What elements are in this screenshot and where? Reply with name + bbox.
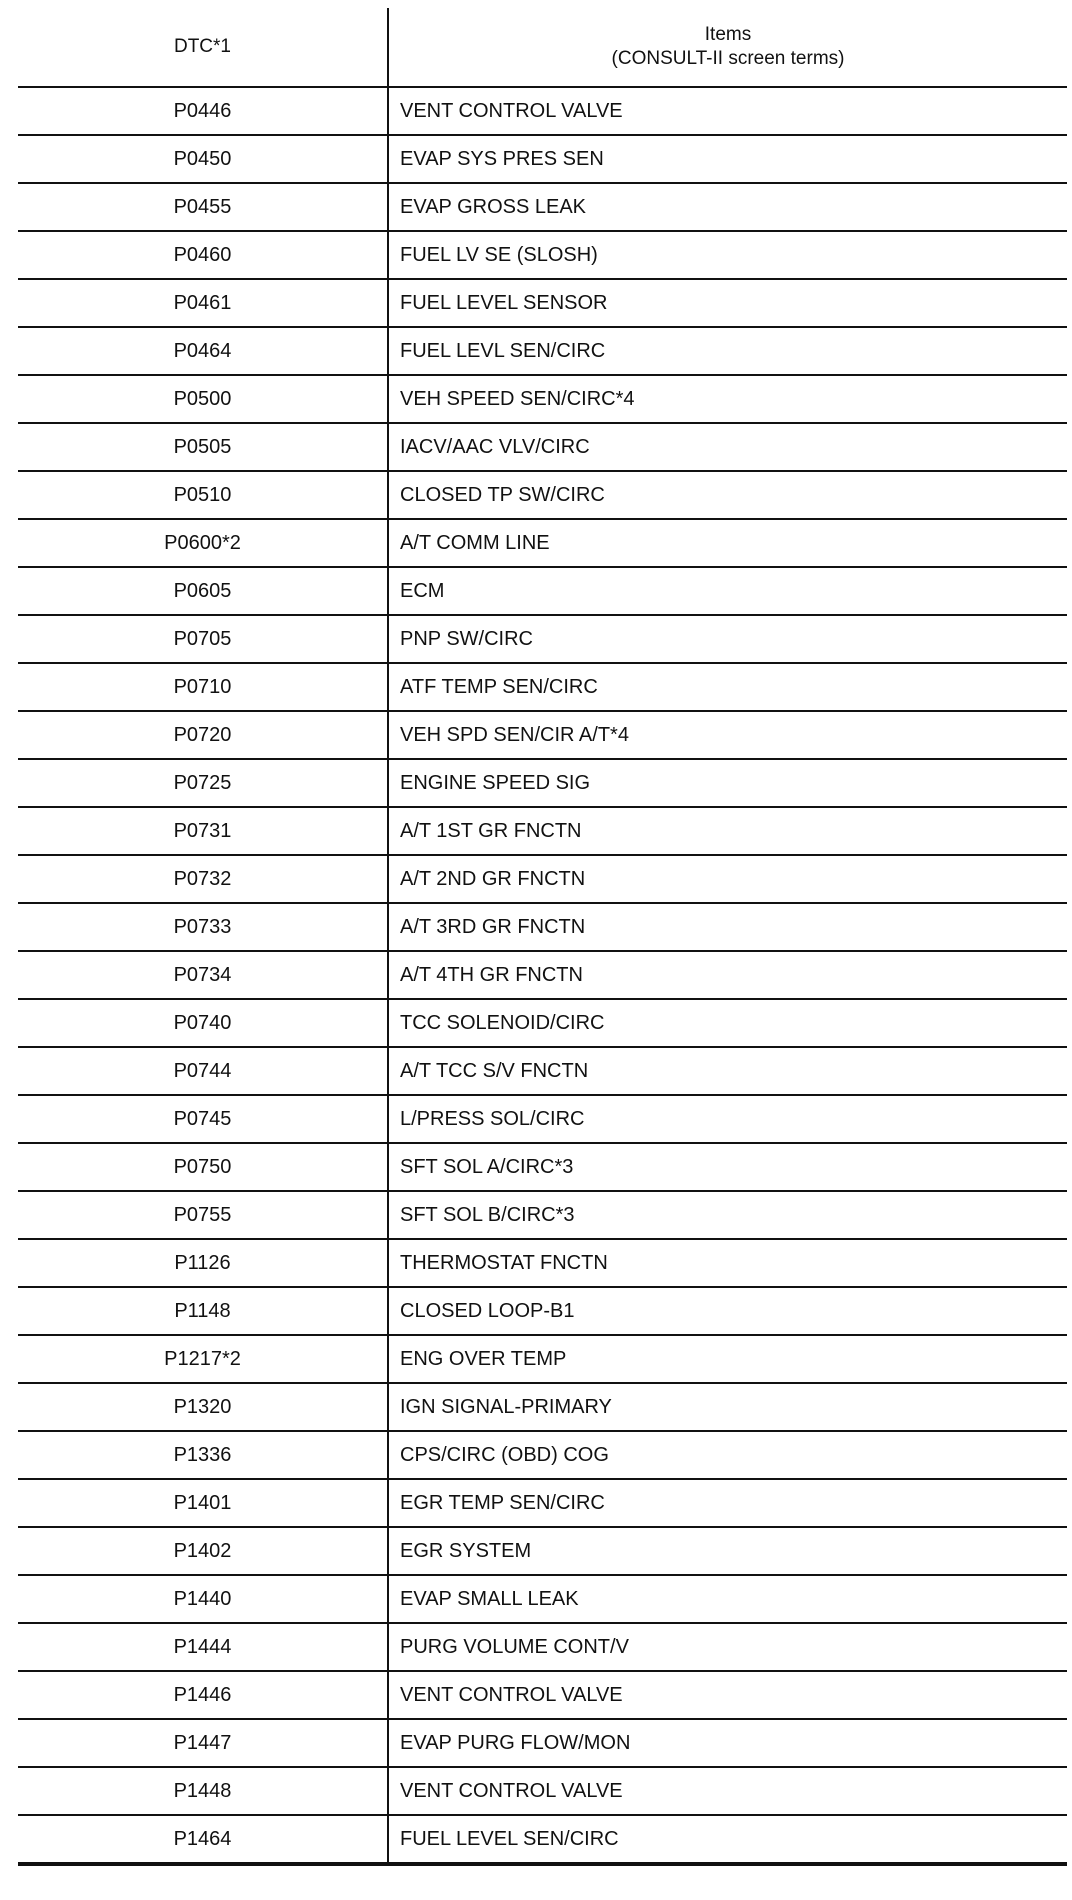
dtc-code-cell: P0450 [18, 135, 388, 183]
dtc-code-cell: P1402 [18, 1527, 388, 1575]
dtc-code-cell: P1447 [18, 1719, 388, 1767]
table-header [18, 8, 1067, 87]
item-term-cell: SFT SOL B/CIRC*3 [388, 1191, 1067, 1239]
item-term-cell: ECM [388, 567, 1067, 615]
dtc-code-cell: P0744 [18, 1047, 388, 1095]
table-row [18, 423, 1067, 471]
table-row [18, 1767, 1067, 1815]
dtc-code-cell: P1446 [18, 1671, 388, 1719]
table-row [18, 759, 1067, 807]
header-items-title: Items [704, 24, 752, 45]
item-term-cell: EGR SYSTEM [388, 1527, 1067, 1575]
table-row [18, 711, 1067, 759]
table-row [18, 1095, 1067, 1143]
table-row [18, 999, 1067, 1047]
item-term-cell: PURG VOLUME CONT/V [388, 1623, 1067, 1671]
dtc-code-cell: P0705 [18, 615, 388, 663]
item-term-cell: VENT CONTROL VALVE [388, 1671, 1067, 1719]
item-term-cell: EVAP SMALL LEAK [388, 1575, 1067, 1623]
item-term-cell: FUEL LEVEL SEN/CIRC [388, 1815, 1067, 1864]
table-row [18, 471, 1067, 519]
item-term-cell: IGN SIGNAL-PRIMARY [388, 1383, 1067, 1431]
dtc-code-cell: P1217*2 [18, 1335, 388, 1383]
item-term-cell: VENT CONTROL VALVE [388, 87, 1067, 135]
table-row [18, 1431, 1067, 1479]
item-term-cell: SFT SOL A/CIRC*3 [388, 1143, 1067, 1191]
table-body [18, 87, 1067, 1864]
table-row [18, 1719, 1067, 1767]
table-row [18, 183, 1067, 231]
header-items [388, 8, 1067, 87]
item-term-cell: A/T 2ND GR FNCTN [388, 855, 1067, 903]
dtc-code-cell: P0755 [18, 1191, 388, 1239]
item-term-cell: IACV/AAC VLV/CIRC [388, 423, 1067, 471]
dtc-code-cell: P1444 [18, 1623, 388, 1671]
item-term-cell: VEH SPD SEN/CIR A/T*4 [388, 711, 1067, 759]
item-term-cell: FUEL LEVL SEN/CIRC [388, 327, 1067, 375]
dtc-code-cell: P1336 [18, 1431, 388, 1479]
header-dtc: DTC*1 [18, 8, 388, 87]
table-row [18, 1671, 1067, 1719]
table-row [18, 615, 1067, 663]
item-term-cell: VENT CONTROL VALVE [388, 1767, 1067, 1815]
table-row [18, 1623, 1067, 1671]
table-row [18, 1815, 1067, 1864]
table-row [18, 135, 1067, 183]
table-row [18, 279, 1067, 327]
dtc-code-cell: P0733 [18, 903, 388, 951]
item-term-cell: A/T 1ST GR FNCTN [388, 807, 1067, 855]
table-row [18, 519, 1067, 567]
item-term-cell: CLOSED TP SW/CIRC [388, 471, 1067, 519]
table-row [18, 87, 1067, 135]
dtc-code-cell: P0720 [18, 711, 388, 759]
dtc-code-cell: P0500 [18, 375, 388, 423]
header-row [18, 8, 1067, 87]
dtc-code-cell: P0750 [18, 1143, 388, 1191]
item-term-cell: A/T TCC S/V FNCTN [388, 1047, 1067, 1095]
dtc-code-cell: P0732 [18, 855, 388, 903]
dtc-code-cell: P1126 [18, 1239, 388, 1287]
dtc-code-cell: P0600*2 [18, 519, 388, 567]
dtc-code-cell: P1448 [18, 1767, 388, 1815]
dtc-code-cell: P0505 [18, 423, 388, 471]
dtc-code-cell: P0725 [18, 759, 388, 807]
item-term-cell: A/T 3RD GR FNCTN [388, 903, 1067, 951]
dtc-code-cell: P0461 [18, 279, 388, 327]
table-row [18, 855, 1067, 903]
item-term-cell: EGR TEMP SEN/CIRC [388, 1479, 1067, 1527]
table-row [18, 1287, 1067, 1335]
dtc-code-cell: P1464 [18, 1815, 388, 1864]
dtc-code-cell: P1401 [18, 1479, 388, 1527]
item-term-cell: CLOSED LOOP-B1 [388, 1287, 1067, 1335]
table-row [18, 327, 1067, 375]
dtc-code-cell: P0740 [18, 999, 388, 1047]
item-term-cell: THERMOSTAT FNCTN [388, 1239, 1067, 1287]
dtc-code-cell: P1320 [18, 1383, 388, 1431]
table-row [18, 903, 1067, 951]
table-row [18, 663, 1067, 711]
dtc-table [18, 8, 1067, 1866]
item-term-cell: FUEL LEVEL SENSOR [388, 279, 1067, 327]
item-term-cell: ENGINE SPEED SIG [388, 759, 1067, 807]
item-term-cell: EVAP SYS PRES SEN [388, 135, 1067, 183]
dtc-code-cell: P0446 [18, 87, 388, 135]
dtc-code-cell: P1440 [18, 1575, 388, 1623]
table-row [18, 1335, 1067, 1383]
table-row [18, 375, 1067, 423]
table-row [18, 567, 1067, 615]
table-row [18, 1575, 1067, 1623]
item-term-cell: EVAP GROSS LEAK [388, 183, 1067, 231]
dtc-code-cell: P0745 [18, 1095, 388, 1143]
item-term-cell: L/PRESS SOL/CIRC [388, 1095, 1067, 1143]
item-term-cell: FUEL LV SE (SLOSH) [388, 231, 1067, 279]
item-term-cell: ATF TEMP SEN/CIRC [388, 663, 1067, 711]
dtc-code-cell: P0734 [18, 951, 388, 999]
dtc-code-cell: P0710 [18, 663, 388, 711]
table-row [18, 231, 1067, 279]
dtc-code-cell: P0455 [18, 183, 388, 231]
dtc-code-cell: P0460 [18, 231, 388, 279]
item-term-cell: CPS/CIRC (OBD) COG [388, 1431, 1067, 1479]
table-row [18, 1143, 1067, 1191]
table-row [18, 1527, 1067, 1575]
table-row [18, 1479, 1067, 1527]
item-term-cell: EVAP PURG FLOW/MON [388, 1719, 1067, 1767]
table-row [18, 1239, 1067, 1287]
dtc-code-cell: P1148 [18, 1287, 388, 1335]
dtc-code-cell: P0464 [18, 327, 388, 375]
dtc-code-cell: P0731 [18, 807, 388, 855]
item-term-cell: PNP SW/CIRC [388, 615, 1067, 663]
item-term-cell: A/T COMM LINE [388, 519, 1067, 567]
table-row [18, 1191, 1067, 1239]
item-term-cell: ENG OVER TEMP [388, 1335, 1067, 1383]
table-row [18, 1383, 1067, 1431]
header-items-subtitle: (CONSULT-II screen terms) [611, 48, 845, 69]
item-term-cell: TCC SOLENOID/CIRC [388, 999, 1067, 1047]
table-row [18, 951, 1067, 999]
dtc-code-cell: P0605 [18, 567, 388, 615]
table-row [18, 807, 1067, 855]
table-row [18, 1047, 1067, 1095]
item-term-cell: A/T 4TH GR FNCTN [388, 951, 1067, 999]
dtc-code-cell: P0510 [18, 471, 388, 519]
item-term-cell: VEH SPEED SEN/CIRC*4 [388, 375, 1067, 423]
